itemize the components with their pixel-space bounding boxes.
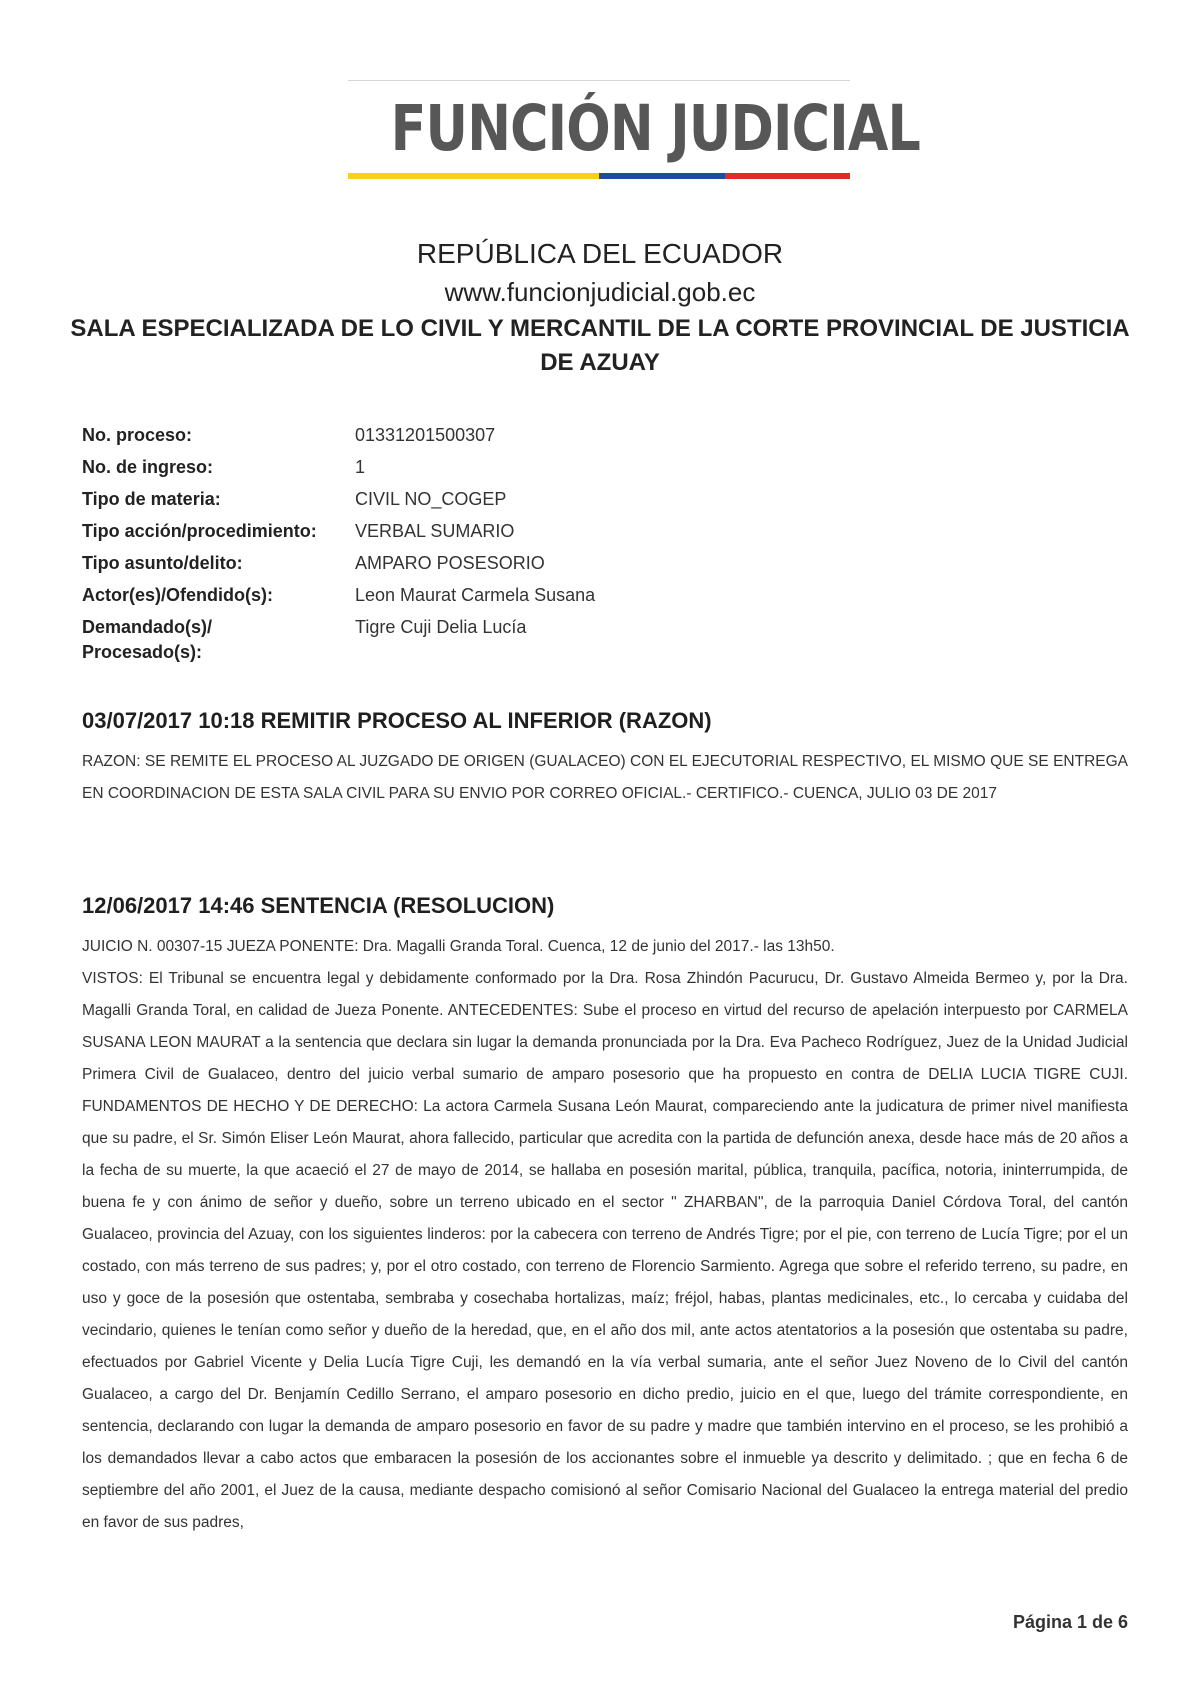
website-link[interactable]: www.funcionjudicial.gob.ec [444, 277, 756, 307]
case-info-label: Tipo acción/procedimiento: [82, 521, 317, 541]
case-info-label: Demandado(s)/ Procesado(s): [82, 617, 213, 662]
page-number: Página 1 de 6 [1012, 1612, 1128, 1632]
case-info-row [82, 483, 1112, 515]
flag-blue-stripe [599, 173, 725, 179]
case-info-label: Actor(es)/Ofendido(s): [82, 585, 273, 605]
case-info-row [82, 547, 1112, 579]
republica-heading: REPÚBLICA DEL ECUADOR [416, 238, 784, 269]
case-info-label: No. de ingreso: [82, 457, 214, 477]
entry-body [82, 931, 1128, 1539]
logo-flag-stripe [348, 173, 850, 179]
document-header [60, 236, 1140, 380]
logo-top-rule [348, 80, 850, 81]
entry-paragraph: VISTOS: El Tribunal se encuentra legal y debidamente conformado por la Dra. Rosa Zhindón Pacurucu, Dr. Gustavo Almeida Bermeo y, por la Dra. Magalli Granda Toral, en calidad de Jueza Ponente. ANTECEDENTES: Sube el proceso en virtud del recurso de apelación interpuesto por CARMELA SUSANA LEON MAURAT a la sentencia que declara sin lugar la demanda pronunciada por la Dra. Eva Pacheco Rodríguez, Juez de la Unidad Judicial Primera Civil de Gualaceo, dentro del juicio verbal sumario de amparo posesorio que ha propuesto en contra de DELIA LUCIA TIGRE CUJI. FUNDAMENTOS DE HECHO Y DE DERECHO: La actora Carmela Susana León Maurat, compareciendo ante la judicatura de primer nivel manifiesta que su padre, el Sr. Simón Eliser León Maurat, ahora fallecido, particular que acredita con la partida de defunción anexa, desde hace más de 20 años a la fecha de su muerte, la que acaeció el 27 de mayo de 2014, se hallaba en posesión marital, pública, tranquila, pacífica, notoria, ininterrumpida, de buena fe y con ánimo de señor y dueño, sobre un terreno ubicado en el sector " ZHARBAN", de la parroquia Daniel Córdova Toral, del cantón Gualaceo, provincia del Azuay, con los siguientes linderos: por la cabecera con terreno de Andrés Tigre; por el pie, con terreno de Lucía Tigre; por el un costado, con más terreno de sus padres; y, por el otro costado, con terreno de Florencio Sarmiento. Agrega que sobre el referido terreno, su padre, en uso y goce de la posesión que ostentaba, sembraba y cosechaba hortalizas, maíz; fréjol, habas, plantas medicinales, etc., lo cercaba y cuidaba del vecindario, quienes le tenían como señor y dueño de la heredad, que, en el año dos mil, ante actos atentatorios a la posesión que ostentaba su padre, efectuados por Gabriel Vicente y Delia Lucía Tigre Cuji, les demandó en la vía verbal sumaria, ante el señor Juez Noveno de lo Civil del cantón Gualaceo, a cargo del Dr. Benjamín Cedillo Serrano, el amparo posesorio en dicho predio, juicio en el que, luego del trámite correspondiente, en sentencia, declarando con lugar la demanda de amparo posesorio en favor de su padre y madre que también intervino en el proceso, se les prohibió a los demandados llevar a cabo actos que embaracen la posesión de los accionantes sobre el inmueble ya descrito y delimitado. ; que en fecha 6 de septiembre del año 2001, el Juez de la causa, mediante despacho comisionó al señor Comisario Nacional del Gualaceo la entrega material del predio en favor de sus padres, [82, 970, 1128, 1531]
logo [348, 80, 920, 179]
entry-sentencia [82, 893, 1128, 1539]
court-name: SALA ESPECIALIZADA DE LO CIVIL Y MERCANTIL DE LA CORTE PROVINCIAL DE JUSTICIA DE AZUAY [70, 315, 1130, 376]
entry-paragraph: RAZON: SE REMITE EL PROCESO AL JUZGADO DE ORIGEN (GUALACEO) CON EL EJECUTORIAL RESPECTIVO, EL MISMO QUE SE ENTREGA EN COORDINACION DE ESTA SALA CIVIL PARA SU ENVIO POR CORREO OFICIAL.- CERTIFICO.- CUENCA, JULIO 03 DE 2017 [82, 753, 1128, 802]
case-info-value: VERBAL SUMARIO [355, 521, 515, 541]
entry-remitir-proceso [82, 708, 1128, 810]
case-info-value: CIVIL NO_COGEP [355, 489, 507, 509]
case-info-value: 01331201500307 [355, 425, 496, 445]
case-info-value: AMPARO POSESORIO [355, 553, 545, 573]
case-info-row [82, 611, 1112, 665]
logo-text: FUNCIÓN JUDICIAL [390, 92, 920, 165]
entry-body [82, 746, 1128, 810]
flag-yellow-stripe [348, 173, 599, 179]
entry-paragraph: JUICIO N. 00307-15 JUEZA PONENTE: Dra. Magalli Granda Toral. Cuenca, 12 de junio del 2017.- las 13h50. [82, 938, 835, 955]
case-info-value: 1 [355, 457, 366, 477]
case-info-row [82, 515, 1112, 547]
entry-title: 03/07/2017 10:18 REMITIR PROCESO AL INFERIOR (RAZON) [82, 708, 712, 733]
entry-title: 12/06/2017 14:46 SENTENCIA (RESOLUCION) [82, 893, 555, 918]
case-info-row [82, 419, 1112, 451]
flag-red-stripe [725, 173, 851, 179]
case-info-value: Tigre Cuji Delia Lucía [355, 617, 527, 637]
case-info-row [82, 451, 1112, 483]
case-info-label: No. proceso: [82, 425, 193, 445]
case-info-row [82, 579, 1112, 611]
case-info-label: Tipo de materia: [82, 489, 221, 509]
case-info-table [82, 419, 1112, 665]
case-info-value: Leon Maurat Carmela Susana [355, 585, 596, 605]
case-info-label: Tipo asunto/delito: [82, 553, 243, 573]
